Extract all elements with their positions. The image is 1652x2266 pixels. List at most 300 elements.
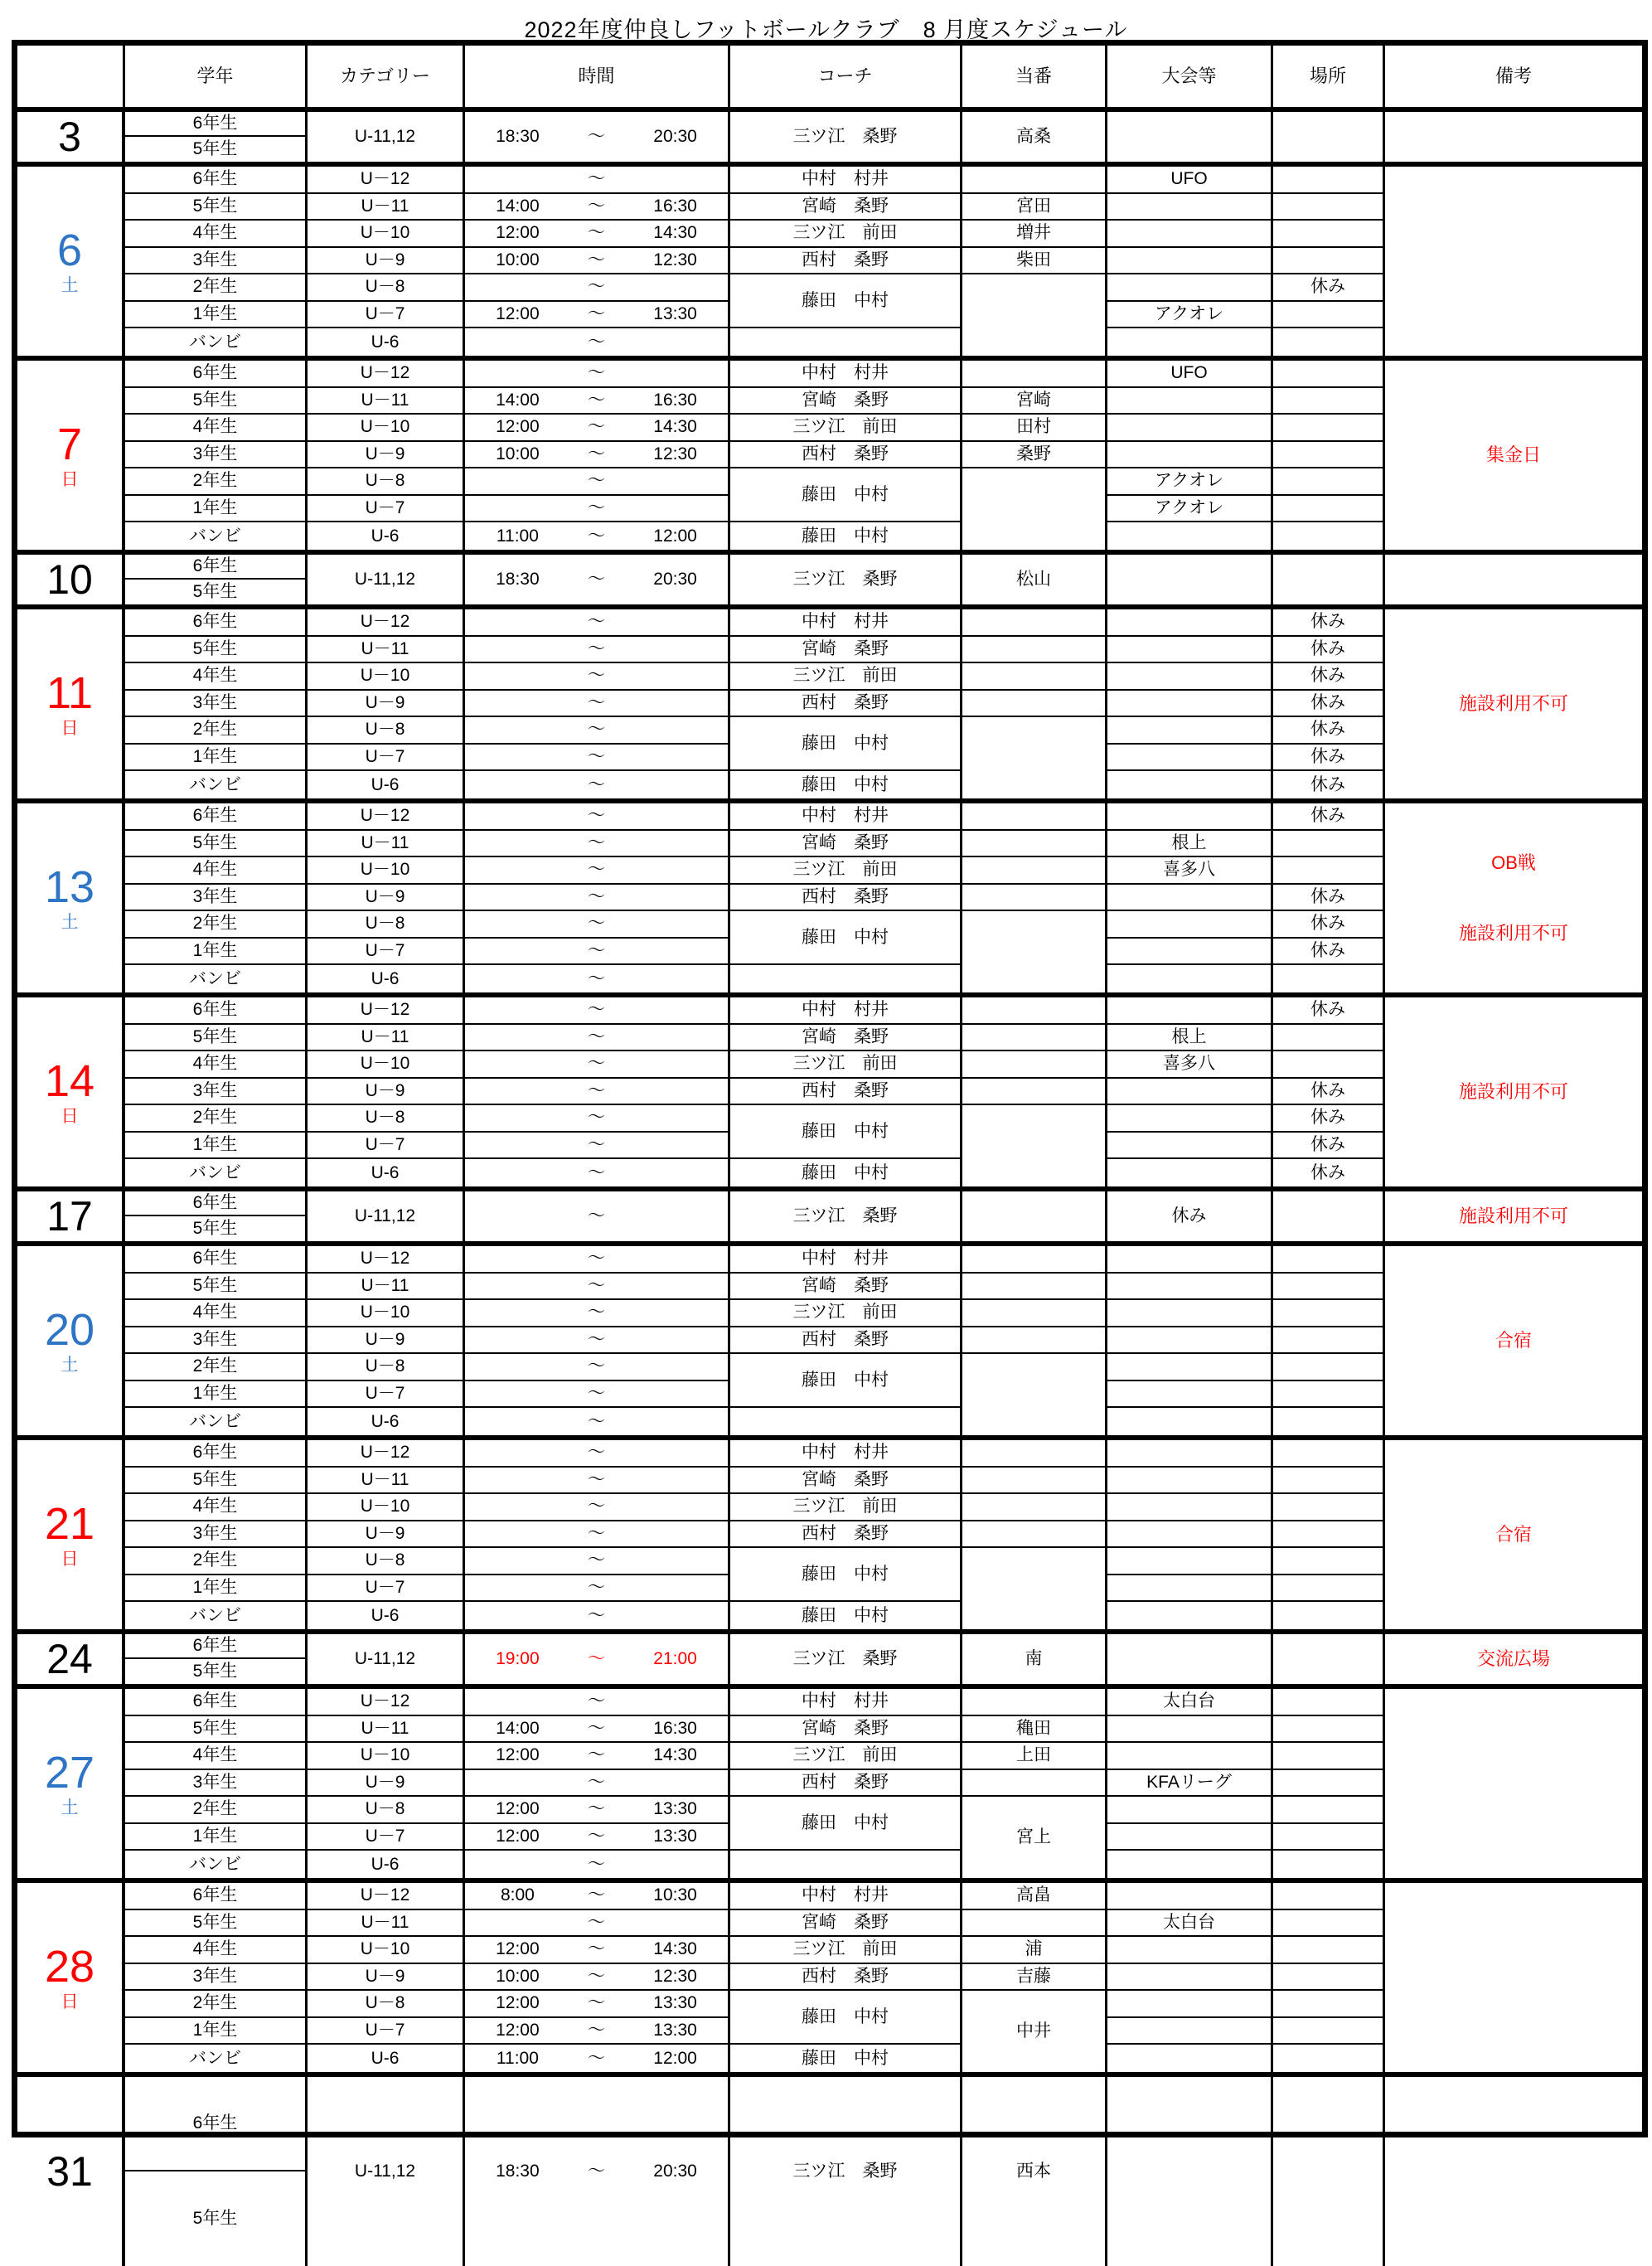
event-cell [1107, 637, 1273, 664]
date-day: 日 [61, 1107, 79, 1126]
time-start: 12:00 [496, 304, 540, 324]
duty-cell [962, 1910, 1107, 1938]
note-cell [1385, 803, 1642, 992]
note-cell [1385, 2077, 1642, 2266]
category-cell: U-11,12 [308, 555, 465, 604]
category-cell: U-6 [308, 965, 465, 992]
grade-cell: バンビ [125, 328, 308, 356]
date-number: 14 [44, 1056, 95, 1106]
time-end: 13:30 [653, 1827, 697, 1846]
date-day: 土 [61, 913, 79, 932]
time-tilde: ～ [587, 941, 605, 961]
date-number: 13 [44, 862, 95, 912]
event-cell [1107, 965, 1273, 992]
time-tilde: ～ [587, 2021, 605, 2040]
coach-cell: 藤田 中村 [730, 2045, 962, 2072]
time-end: 21:00 [653, 1648, 697, 1668]
category-cell: U－11 [308, 1274, 465, 1301]
coach-cell: 宮崎 桑野 [730, 637, 962, 664]
header-cell: 大会等 [1107, 46, 1273, 107]
time-end: 13:30 [653, 1993, 697, 2013]
date-day: 日 [61, 470, 79, 489]
grade-cell: 6年生 [125, 361, 308, 388]
date-cell [17, 1689, 125, 1878]
grade-cell: 6年生 [125, 1689, 308, 1716]
place-cell [1273, 1937, 1385, 1964]
time-cell [465, 1246, 730, 1274]
place-cell [1273, 1300, 1385, 1327]
duty-cell: 中井 [962, 1991, 1107, 2072]
place-cell [1273, 1548, 1385, 1575]
date-block-27 [17, 1689, 1642, 1883]
time-tilde: ～ [587, 806, 605, 826]
event-cell [1107, 1991, 1273, 2018]
place-cell [1273, 2077, 1385, 2266]
note-line: 集金日 [1485, 444, 1541, 466]
place-cell [1273, 1191, 1385, 1241]
place-cell [1273, 1991, 1385, 2018]
place-cell [1273, 302, 1385, 329]
duty-cell [962, 1468, 1107, 1495]
place-cell [1273, 112, 1385, 162]
time-cell [465, 1051, 730, 1079]
grade-cell: 2年生 [125, 1797, 308, 1824]
event-cell [1107, 2077, 1273, 2266]
grade-cell: 3年生 [125, 1327, 308, 1355]
time-start: 14:00 [496, 1718, 540, 1738]
grade-cell: 4年生 [125, 663, 308, 691]
coach-cell: 中村 村井 [730, 1246, 962, 1274]
event-cell [1107, 2045, 1273, 2072]
place-cell: 休み [1273, 911, 1385, 939]
time-cell [465, 388, 730, 415]
time-end: 13:30 [653, 1799, 697, 1819]
time-tilde: ～ [587, 223, 605, 243]
grade-cell: 4年生 [125, 1494, 308, 1521]
time-tilde: ～ [587, 638, 605, 658]
place-cell [1273, 468, 1385, 496]
grade-cell: 6年生 [125, 1440, 308, 1468]
note-cell [1385, 997, 1642, 1186]
grade-cell: 3年生 [125, 1079, 308, 1106]
time-tilde: ～ [587, 1605, 605, 1625]
time-tilde: ～ [587, 2048, 605, 2068]
coach-cell: 藤田 中村 [730, 468, 962, 522]
grade-cell: 5年生 [125, 1274, 308, 1301]
coach-cell: 宮崎 桑野 [730, 1025, 962, 1052]
category-cell: U－7 [308, 496, 465, 523]
time-cell [465, 1521, 730, 1549]
time-cell [465, 803, 730, 831]
time-cell [465, 2045, 730, 2072]
coach-cell: 西村 桑野 [730, 248, 962, 275]
grade-cell: 5年生 [125, 1910, 308, 1938]
coach-cell: 藤田 中村 [730, 717, 962, 771]
place-cell: 休み [1273, 771, 1385, 798]
grade-cell: 2年生 [125, 274, 308, 302]
note-line: OB戦 [1491, 852, 1536, 874]
time-end: 14:30 [653, 1939, 697, 1959]
grade-cell: 4年生 [125, 1300, 308, 1327]
time-cell [465, 1133, 730, 1160]
duty-cell [962, 1246, 1107, 1274]
category-cell: U－8 [308, 1105, 465, 1133]
time-cell [465, 1824, 730, 1851]
coach-cell: 西村 桑野 [730, 691, 962, 718]
grade-cell: 1年生 [125, 496, 308, 523]
grade-cell: バンビ [125, 1159, 308, 1186]
place-cell [1273, 1883, 1385, 1910]
time-start: 10:00 [496, 1966, 540, 1986]
coach-cell: 中村 村井 [730, 1440, 962, 1468]
time-tilde: ～ [587, 444, 605, 463]
duty-cell [962, 167, 1107, 194]
coach-cell [730, 328, 962, 356]
grade-cell: 4年生 [125, 1937, 308, 1964]
date-cell [17, 997, 125, 1186]
event-cell [1107, 522, 1273, 550]
place-cell [1273, 2045, 1385, 2072]
category-cell: U－9 [308, 442, 465, 469]
time-start: 12:00 [496, 417, 540, 437]
time-tilde: ～ [587, 1718, 605, 1738]
coach-cell: 西村 桑野 [730, 442, 962, 469]
place-cell [1273, 1602, 1385, 1629]
event-cell [1107, 1575, 1273, 1603]
duty-cell [962, 609, 1107, 637]
event-cell [1107, 1274, 1273, 1301]
time-tilde: ～ [587, 720, 605, 740]
coach-cell: 三ツ江 前田 [730, 221, 962, 248]
time-cell [465, 771, 730, 798]
coach-cell: 藤田 中村 [730, 1354, 962, 1408]
date-block-24 [17, 1634, 1642, 1689]
time-cell [465, 609, 730, 637]
date-block-13 [17, 803, 1642, 997]
event-cell [1107, 771, 1273, 798]
coach-cell [730, 965, 962, 992]
category-cell: U－9 [308, 691, 465, 718]
grade-cell: 5年生 [125, 1468, 308, 1495]
date-cell [17, 1634, 125, 1684]
category-cell: U-6 [308, 1602, 465, 1629]
date-number: 11 [46, 668, 94, 718]
event-cell [1107, 1716, 1273, 1744]
place-cell [1273, 831, 1385, 858]
coach-cell: 中村 村井 [730, 997, 962, 1025]
place-cell [1273, 1964, 1385, 1992]
grade-cell: 1年生 [125, 1133, 308, 1160]
time-cell [465, 1689, 730, 1716]
coach-cell: 三ツ江 前田 [730, 1494, 962, 1521]
note-cell [1385, 112, 1642, 162]
time-tilde: ～ [587, 1745, 605, 1765]
place-cell [1273, 1408, 1385, 1435]
note-cell [1385, 555, 1642, 604]
coach-cell: 藤田 中村 [730, 1548, 962, 1602]
time-end: 12:00 [653, 526, 697, 546]
note-line: 合宿 [1495, 1524, 1532, 1545]
category-cell: U－12 [308, 361, 465, 388]
grade-cell: 4年生 [125, 857, 308, 885]
category-cell: U-6 [308, 771, 465, 798]
place-cell [1273, 1910, 1385, 1938]
place-cell [1273, 965, 1385, 992]
grade-cell: 3年生 [125, 1770, 308, 1798]
grade-cell: 6年生 [125, 2077, 308, 2171]
time-cell [465, 1964, 730, 1992]
time-end: 14:30 [653, 1745, 697, 1765]
time-cell [465, 1937, 730, 1964]
grade-cell: 3年生 [125, 691, 308, 718]
date-block-20 [17, 1246, 1642, 1440]
time-cell [465, 221, 730, 248]
time-tilde: ～ [587, 1550, 605, 1570]
time-tilde: ～ [587, 1497, 605, 1516]
time-cell [465, 691, 730, 718]
duty-cell [962, 717, 1107, 798]
place-cell [1273, 1716, 1385, 1744]
grade-cell: 4年生 [125, 1743, 308, 1770]
place-cell [1273, 1770, 1385, 1798]
time-cell [465, 194, 730, 221]
place-cell [1273, 1381, 1385, 1409]
place-cell [1273, 328, 1385, 356]
grade-cell: 6年生 [125, 112, 308, 137]
event-cell [1107, 1408, 1273, 1435]
event-cell: KFAリーグ [1107, 1770, 1273, 1798]
time-cell [465, 663, 730, 691]
grade-cell: 6年生 [125, 1634, 308, 1659]
time-tilde: ～ [587, 1443, 605, 1463]
event-cell [1107, 1602, 1273, 1629]
place-cell [1273, 1274, 1385, 1301]
coach-cell: 西村 桑野 [730, 1964, 962, 1992]
grade-cell: バンビ [125, 1408, 308, 1435]
time-end: 20:30 [653, 569, 697, 589]
event-cell [1107, 194, 1273, 221]
event-cell: 根上 [1107, 1025, 1273, 1052]
header-cell: カテゴリー [308, 46, 465, 107]
category-cell: U－11 [308, 1910, 465, 1938]
time-tilde: ～ [587, 612, 605, 632]
date-block-7 [17, 361, 1642, 555]
coach-cell: 三ツ江 前田 [730, 415, 962, 442]
place-cell [1273, 1797, 1385, 1824]
header-cell: コーチ [730, 46, 962, 107]
coach-cell: 三ツ江 前田 [730, 663, 962, 691]
place-cell [1273, 221, 1385, 248]
category-cell: U－8 [308, 911, 465, 939]
category-cell: U－7 [308, 939, 465, 966]
coach-cell: 藤田 中村 [730, 1159, 962, 1186]
time-cell [465, 1191, 730, 1241]
grade-cell: 4年生 [125, 1051, 308, 1079]
event-cell [1107, 1246, 1273, 1274]
time-cell [465, 1575, 730, 1603]
time-tilde: ～ [587, 526, 605, 546]
time-cell [465, 1910, 730, 1938]
grade-cell: 5年生 [125, 2171, 308, 2266]
duty-cell [962, 1079, 1107, 1106]
time-tilde: ～ [587, 126, 605, 146]
grade-cell: 5年生 [125, 1716, 308, 1744]
duty-cell [962, 274, 1107, 356]
event-cell: 太白台 [1107, 1689, 1273, 1716]
place-cell [1273, 1440, 1385, 1468]
grade-cell: 5年生 [125, 1659, 308, 1684]
time-tilde: ～ [587, 968, 605, 988]
grade-cell: 2年生 [125, 717, 308, 745]
duty-cell: 吉藤 [962, 1964, 1107, 1992]
time-cell [465, 1159, 730, 1186]
time-cell [465, 1991, 730, 2018]
time-end: 20:30 [653, 126, 697, 146]
note-cell [1385, 1689, 1642, 1878]
category-cell: U－9 [308, 1079, 465, 1106]
time-cell [465, 831, 730, 858]
grade-cell: 6年生 [125, 1191, 308, 1216]
duty-cell [962, 637, 1107, 664]
event-cell: アクオレ [1107, 302, 1273, 329]
grade-cell: 1年生 [125, 2018, 308, 2045]
place-cell [1273, 248, 1385, 275]
time-tilde: ～ [587, 417, 605, 437]
time-cell [465, 496, 730, 523]
category-cell: U－7 [308, 1133, 465, 1160]
place-cell: 休み [1273, 1133, 1385, 1160]
coach-cell: 西村 桑野 [730, 1770, 962, 1798]
note-line: 施設利用不可 [1458, 1206, 1568, 1227]
time-cell [465, 167, 730, 194]
time-end: 16:30 [653, 390, 697, 410]
time-cell [465, 1770, 730, 1798]
time-tilde: ～ [587, 1799, 605, 1819]
time-cell [465, 361, 730, 388]
date-cell [17, 609, 125, 798]
time-start: 8:00 [500, 1885, 535, 1905]
event-cell [1107, 939, 1273, 966]
duty-cell: 穐田 [962, 1716, 1107, 1744]
time-cell [465, 302, 730, 329]
category-cell: U－12 [308, 1246, 465, 1274]
grade-cell: 3年生 [125, 248, 308, 275]
time-tilde: ～ [587, 169, 605, 189]
time-end: 20:30 [653, 2161, 697, 2181]
time-tilde: ～ [587, 1303, 605, 1322]
time-cell [465, 1440, 730, 1468]
category-cell: U－7 [308, 745, 465, 772]
coach-cell [730, 1408, 962, 1435]
coach-cell: 三ツ江 桑野 [730, 112, 962, 162]
note-cell [1385, 361, 1642, 550]
category-cell: U－10 [308, 663, 465, 691]
coach-cell: 宮崎 桑野 [730, 1716, 962, 1744]
time-tilde: ～ [587, 1939, 605, 1959]
place-cell: 休み [1273, 885, 1385, 912]
place-cell [1273, 1575, 1385, 1603]
date-cell [17, 555, 125, 604]
event-cell [1107, 221, 1273, 248]
time-cell [465, 1797, 730, 1824]
event-cell [1107, 609, 1273, 637]
event-cell [1107, 1381, 1273, 1409]
time-cell [465, 965, 730, 992]
grade-cell: バンビ [125, 522, 308, 550]
date-cell [17, 112, 125, 162]
grade-cell: 2年生 [125, 1105, 308, 1133]
place-cell: 休み [1273, 274, 1385, 302]
time-tilde: ～ [587, 1384, 605, 1404]
category-cell: U－8 [308, 717, 465, 745]
event-cell [1107, 1797, 1273, 1824]
time-tilde: ～ [587, 1206, 605, 1225]
time-start: 10:00 [496, 250, 540, 269]
time-cell [465, 1274, 730, 1301]
note-line: 交流広場 [1476, 1648, 1550, 1670]
grade-cell: 2年生 [125, 468, 308, 496]
duty-cell [962, 1770, 1107, 1798]
time-end: 13:30 [653, 304, 697, 324]
event-cell [1107, 1964, 1273, 1992]
date-day: 日 [61, 1992, 79, 2011]
time-tilde: ～ [587, 747, 605, 767]
date-block-10 [17, 555, 1642, 609]
duty-cell: 宮田 [962, 194, 1107, 221]
note-line: 合宿 [1495, 1330, 1532, 1351]
coach-cell: 三ツ江 前田 [730, 1937, 962, 1964]
time-end: 12:00 [653, 2048, 697, 2068]
date-number: 3 [58, 114, 81, 160]
coach-cell: 藤田 中村 [730, 1602, 962, 1629]
header-cell: 学年 [125, 46, 308, 107]
coach-cell: 三ツ江 桑野 [730, 555, 962, 604]
grade-cell: 5年生 [125, 1216, 308, 1241]
date-cell [17, 1246, 125, 1435]
category-cell: U－10 [308, 857, 465, 885]
event-cell [1107, 1494, 1273, 1521]
coach-cell: 中村 村井 [730, 1883, 962, 1910]
duty-cell: 西本 [962, 2077, 1107, 2266]
place-cell [1273, 1025, 1385, 1052]
duty-cell [962, 997, 1107, 1025]
date-number: 31 [46, 2148, 93, 2195]
date-number: 10 [46, 556, 93, 603]
time-start: 12:00 [496, 1939, 540, 1959]
time-tilde: ～ [587, 1912, 605, 1932]
time-tilde: ～ [587, 363, 605, 383]
duty-cell [962, 1300, 1107, 1327]
time-cell [465, 717, 730, 745]
event-cell [1107, 1300, 1273, 1327]
place-cell: 休み [1273, 663, 1385, 691]
time-tilde: ～ [587, 1827, 605, 1846]
note-cell [1385, 609, 1642, 798]
duty-cell [962, 663, 1107, 691]
event-cell [1107, 1851, 1273, 1878]
time-tilde: ～ [587, 1469, 605, 1489]
category-cell: U－9 [308, 1327, 465, 1355]
time-cell [465, 1327, 730, 1355]
event-cell [1107, 1159, 1273, 1186]
category-cell: U-6 [308, 1408, 465, 1435]
event-cell [1107, 1521, 1273, 1549]
grade-cell: 3年生 [125, 442, 308, 469]
category-cell: U－11 [308, 388, 465, 415]
time-start: 11:00 [496, 526, 539, 546]
grade-cell: 6年生 [125, 555, 308, 580]
date-block-31 [17, 2077, 1642, 2266]
